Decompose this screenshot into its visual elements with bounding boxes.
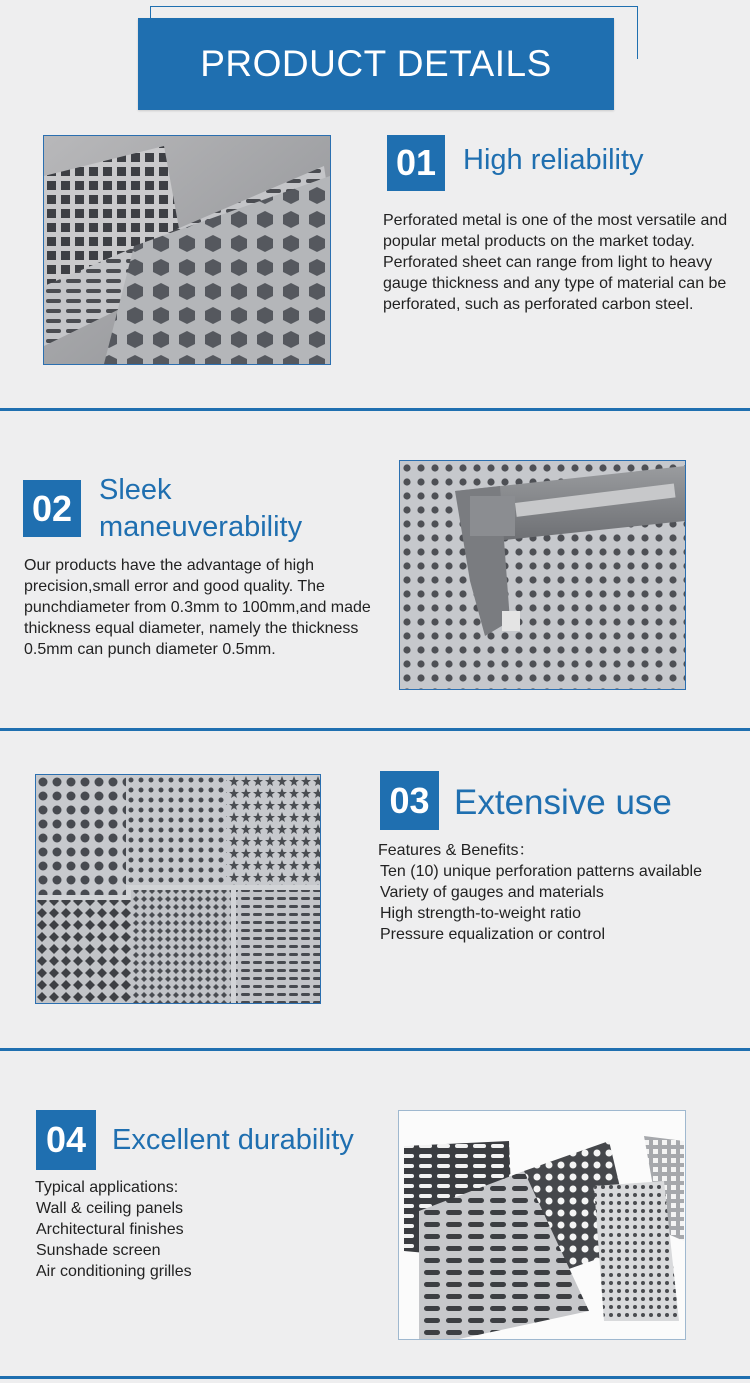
list-item: Wall & ceiling panels <box>36 1200 184 1217</box>
section-02-number: 02 <box>23 480 81 537</box>
section-03-list <box>380 861 740 945</box>
section-04-number: 04 <box>36 1110 96 1170</box>
perforation-patterns-sample-photo <box>35 774 321 1004</box>
section-divider <box>0 1376 750 1379</box>
list-item: Architectural finishes <box>36 1221 184 1238</box>
section-divider <box>0 728 750 731</box>
list-item: Sunshade screen <box>36 1242 161 1259</box>
section-divider <box>0 408 750 411</box>
section-divider <box>0 1048 750 1051</box>
section-01-title: High reliability <box>463 144 644 176</box>
section-03-intro: Features & Benefits： <box>378 842 535 859</box>
caliper-on-perforated-sheet-photo <box>399 460 686 690</box>
section-03-title: Extensive use <box>454 783 672 822</box>
section-03-number: 03 <box>380 771 439 830</box>
list-item: Variety of gauges and materials <box>380 884 604 901</box>
section-01-body: Perforated metal is one of the most versatile and popular metal products on the market today. Perforated sheet can range from light to heavy gauge thickness and any type of material can be perforated, such as perforated carbon steel. <box>383 212 728 313</box>
section-04-list <box>36 1198 366 1282</box>
page-title: PRODUCT DETAILS <box>138 18 614 110</box>
perforated-sheets-hexagon-photo <box>43 135 331 365</box>
list-item: High strength-to-weight ratio <box>380 905 581 922</box>
section-02-title-line2: maneuverability <box>99 511 303 543</box>
perforated-panels-assorted-photo <box>398 1110 686 1340</box>
section-02-body: Our products have the advantage of high precision,small error and good quality. The punchdiameter from 0.3mm to 100mm,and made thickness equal diameter, namely the thickness 0.5mm can punch diameter 0.5mm. <box>24 557 371 658</box>
section-01-number: 01 <box>387 135 445 191</box>
list-item: Ten (10) unique perforation patterns available <box>380 863 702 880</box>
list-item: Pressure equalization or control <box>380 926 606 943</box>
list-item: Air conditioning grilles <box>36 1263 192 1280</box>
section-04-title: Excellent durability <box>112 1124 354 1156</box>
section-02-title-line1: Sleek <box>99 474 172 506</box>
section-04-intro: Typical applications: <box>35 1179 179 1196</box>
